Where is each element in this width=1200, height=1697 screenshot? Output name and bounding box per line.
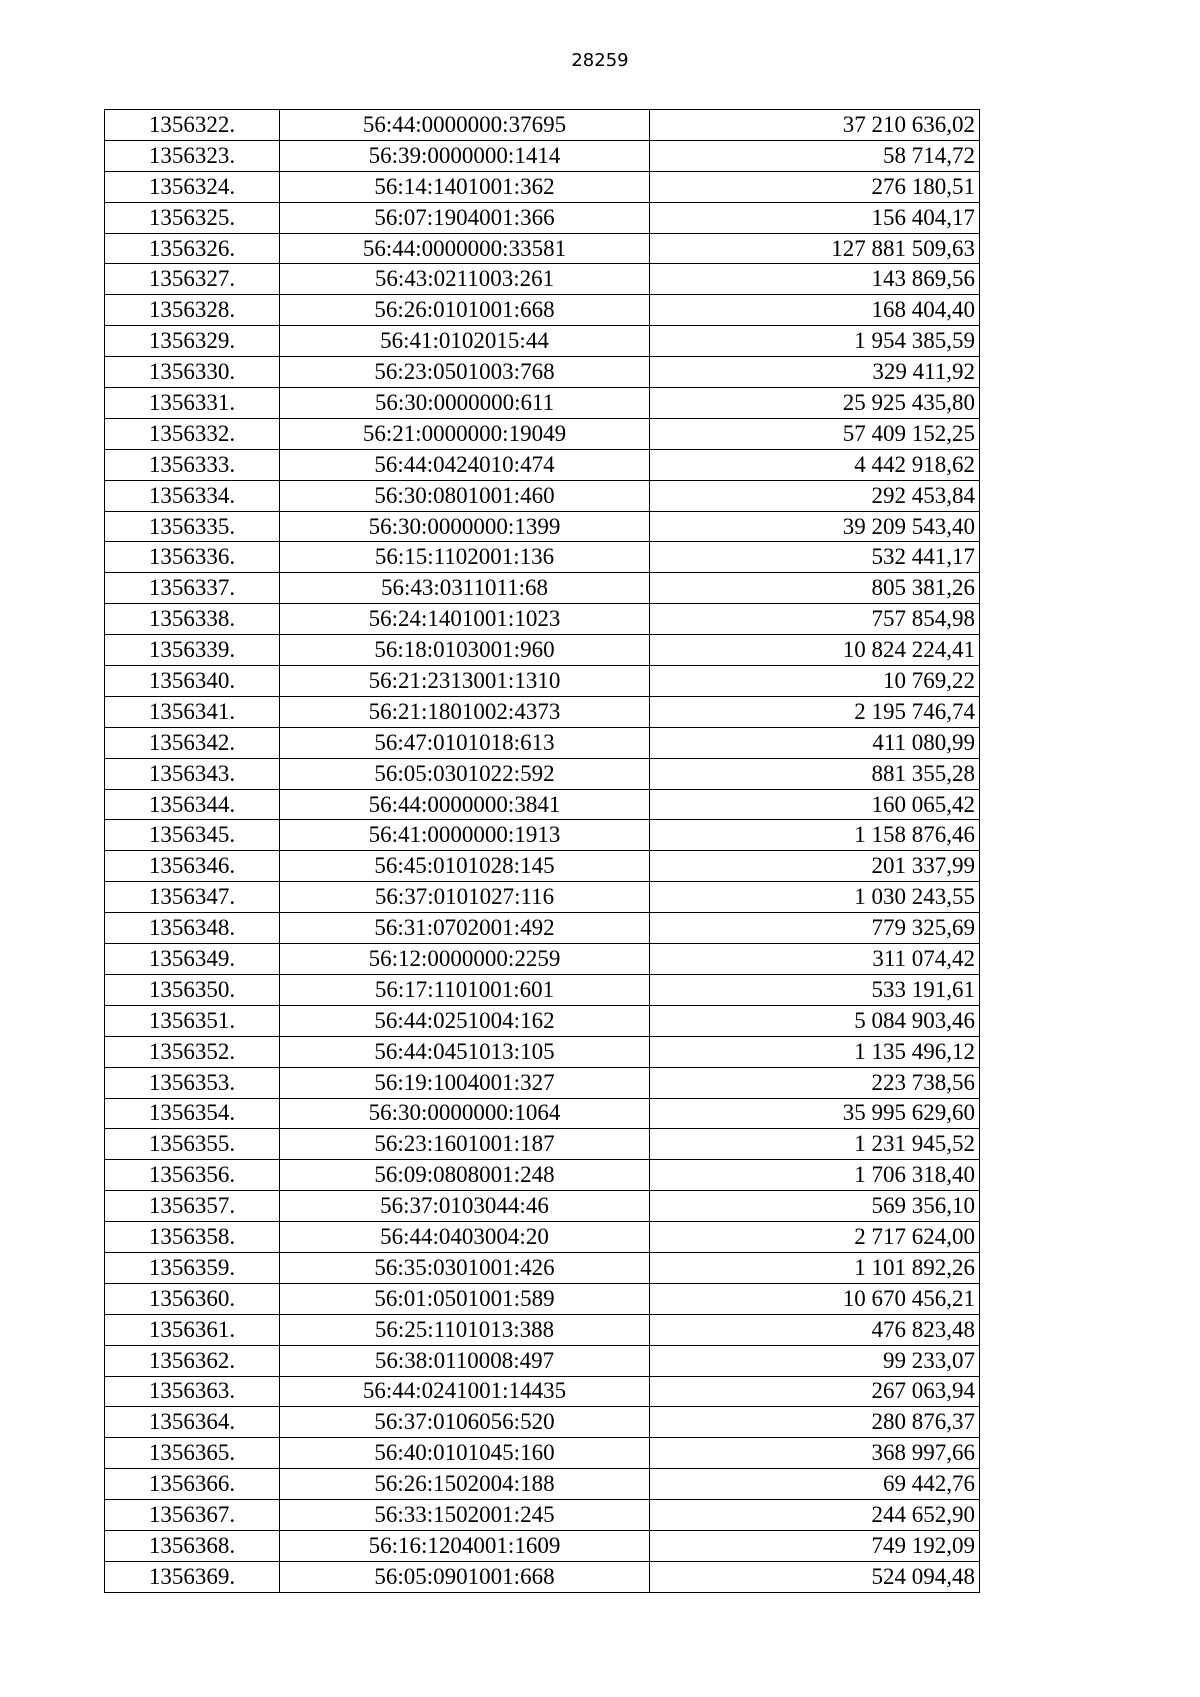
cadastral-value-cell: 127 881 509,63 — [650, 233, 980, 264]
cadastral-value-cell: 69 442,76 — [650, 1469, 980, 1500]
table-row — [105, 1222, 980, 1253]
cadastral-value-cell: 267 063,94 — [650, 1376, 980, 1407]
table-row — [105, 1036, 980, 1067]
cadastral-value-cell: 10 769,22 — [650, 666, 980, 697]
cadastral-value-cell: 37 210 636,02 — [650, 110, 980, 141]
cadastral-value-cell: 201 337,99 — [650, 851, 980, 882]
cadastral-number-cell: 56:44:0000000:37695 — [280, 110, 650, 141]
table-row — [105, 1283, 980, 1314]
table-row — [105, 511, 980, 542]
cadastral-number-cell: 56:21:0000000:19049 — [280, 418, 650, 449]
cadastral-value-cell: 5 084 903,46 — [650, 1005, 980, 1036]
cadastral-value-cell: 1 706 318,40 — [650, 1160, 980, 1191]
cadastral-value-cell: 4 442 918,62 — [650, 449, 980, 480]
cadastral-value-cell: 10 824 224,41 — [650, 635, 980, 666]
table-row — [105, 1469, 980, 1500]
table-row — [105, 295, 980, 326]
cadastral-number-cell: 56:45:0101028:145 — [280, 851, 650, 882]
cadastral-value-cell: 757 854,98 — [650, 604, 980, 635]
cadastral-value-cell: 156 404,17 — [650, 202, 980, 233]
cadastral-number-cell: 56:26:1502004:188 — [280, 1469, 650, 1500]
cadastral-value-cell: 39 209 543,40 — [650, 511, 980, 542]
cadastral-number-cell: 56:44:0241001:14435 — [280, 1376, 650, 1407]
cadastral-value-cell: 160 065,42 — [650, 789, 980, 820]
table-row — [105, 1561, 980, 1592]
row-number-cell: 1356337. — [105, 573, 280, 604]
row-number-cell: 1356340. — [105, 666, 280, 697]
cadastral-number-cell: 56:38:0110008:497 — [280, 1345, 650, 1376]
row-number-cell: 1356363. — [105, 1376, 280, 1407]
table-row — [105, 388, 980, 419]
cadastral-value-cell: 35 995 629,60 — [650, 1098, 980, 1129]
cadastral-number-cell: 56:44:0000000:33581 — [280, 233, 650, 264]
cadastral-number-cell: 56:41:0102015:44 — [280, 326, 650, 357]
row-number-cell: 1356369. — [105, 1561, 280, 1592]
cadastral-value-cell: 143 869,56 — [650, 264, 980, 295]
cadastral-value-cell: 1 135 496,12 — [650, 1036, 980, 1067]
row-number-cell: 1356351. — [105, 1005, 280, 1036]
row-number-cell: 1356323. — [105, 140, 280, 171]
row-number-cell: 1356324. — [105, 171, 280, 202]
cadastral-number-cell: 56:17:1101001:601 — [280, 974, 650, 1005]
cadastral-number-cell: 56:26:0101001:668 — [280, 295, 650, 326]
cadastral-number-cell: 56:05:0301022:592 — [280, 758, 650, 789]
cadastral-number-cell: 56:44:0403004:20 — [280, 1222, 650, 1253]
cadastral-value-cell: 476 823,48 — [650, 1314, 980, 1345]
cadastral-value-cell: 1 030 243,55 — [650, 882, 980, 913]
cadastral-value-cell: 533 191,61 — [650, 974, 980, 1005]
table-row — [105, 1067, 980, 1098]
cadastral-value-cell: 311 074,42 — [650, 944, 980, 975]
cadastral-number-cell: 56:21:2313001:1310 — [280, 666, 650, 697]
table-row — [105, 851, 980, 882]
row-number-cell: 1356362. — [105, 1345, 280, 1376]
table-row — [105, 696, 980, 727]
table-row — [105, 264, 980, 295]
row-number-cell: 1356334. — [105, 480, 280, 511]
row-number-cell: 1356342. — [105, 727, 280, 758]
table-row — [105, 573, 980, 604]
table-row — [105, 542, 980, 573]
cadastral-number-cell: 56:01:0501001:589 — [280, 1283, 650, 1314]
table-row — [105, 140, 980, 171]
table-row — [105, 1376, 980, 1407]
cadastral-value-cell: 292 453,84 — [650, 480, 980, 511]
table-row — [105, 326, 980, 357]
table-row — [105, 727, 980, 758]
table-row — [105, 480, 980, 511]
row-number-cell: 1356322. — [105, 110, 280, 141]
table-row — [105, 635, 980, 666]
row-number-cell: 1356344. — [105, 789, 280, 820]
cadastral-value-cell: 569 356,10 — [650, 1191, 980, 1222]
cadastral-value-cell: 58 714,72 — [650, 140, 980, 171]
cadastral-value-cell: 244 652,90 — [650, 1500, 980, 1531]
table-row — [105, 418, 980, 449]
cadastral-value-cell: 2 717 624,00 — [650, 1222, 980, 1253]
cadastral-value-cell: 276 180,51 — [650, 171, 980, 202]
cadastral-number-cell: 56:43:0311011:68 — [280, 573, 650, 604]
cadastral-value-cell: 2 195 746,74 — [650, 696, 980, 727]
row-number-cell: 1356329. — [105, 326, 280, 357]
table-row — [105, 233, 980, 264]
cadastral-number-cell: 56:44:0451013:105 — [280, 1036, 650, 1067]
row-number-cell: 1356328. — [105, 295, 280, 326]
cadastral-number-cell: 56:09:0808001:248 — [280, 1160, 650, 1191]
table-row — [105, 1500, 980, 1531]
table-row — [105, 974, 980, 1005]
row-number-cell: 1356355. — [105, 1129, 280, 1160]
row-number-cell: 1356358. — [105, 1222, 280, 1253]
cadastral-value-cell: 368 997,66 — [650, 1438, 980, 1469]
cadastral-number-cell: 56:16:1204001:1609 — [280, 1530, 650, 1561]
table-row — [105, 357, 980, 388]
cadastral-number-cell: 56:47:0101018:613 — [280, 727, 650, 758]
row-number-cell: 1356338. — [105, 604, 280, 635]
table-row — [105, 944, 980, 975]
cadastral-value-cell: 1 158 876,46 — [650, 820, 980, 851]
cadastral-value-cell: 329 411,92 — [650, 357, 980, 388]
table-row — [105, 110, 980, 141]
cadastral-number-cell: 56:15:1102001:136 — [280, 542, 650, 573]
cadastral-number-cell: 56:44:0424010:474 — [280, 449, 650, 480]
cadastral-number-cell: 56:25:1101013:388 — [280, 1314, 650, 1345]
row-number-cell: 1356326. — [105, 233, 280, 264]
cadastral-number-cell: 56:30:0000000:1399 — [280, 511, 650, 542]
row-number-cell: 1356327. — [105, 264, 280, 295]
row-number-cell: 1356354. — [105, 1098, 280, 1129]
cadastral-number-cell: 56:37:0101027:116 — [280, 882, 650, 913]
row-number-cell: 1356335. — [105, 511, 280, 542]
cadastral-number-cell: 56:44:0251004:162 — [280, 1005, 650, 1036]
cadastral-number-cell: 56:35:0301001:426 — [280, 1252, 650, 1283]
cadastral-value-cell: 881 355,28 — [650, 758, 980, 789]
row-number-cell: 1356350. — [105, 974, 280, 1005]
table-row — [105, 1345, 980, 1376]
table-row — [105, 913, 980, 944]
cadastral-number-cell: 56:24:1401001:1023 — [280, 604, 650, 635]
table-row — [105, 820, 980, 851]
table-row — [105, 1005, 980, 1036]
cadastral-value-cell: 411 080,99 — [650, 727, 980, 758]
cadastral-value-cell: 280 876,37 — [650, 1407, 980, 1438]
row-number-cell: 1356339. — [105, 635, 280, 666]
cadastral-value-cell: 10 670 456,21 — [650, 1283, 980, 1314]
cadastral-value-cell: 1 231 945,52 — [650, 1129, 980, 1160]
table-row — [105, 882, 980, 913]
row-number-cell: 1356330. — [105, 357, 280, 388]
row-number-cell: 1356353. — [105, 1067, 280, 1098]
table-row — [105, 1191, 980, 1222]
cadastral-number-cell: 56:05:0901001:668 — [280, 1561, 650, 1592]
cadastral-number-cell: 56:31:0702001:492 — [280, 913, 650, 944]
table-row — [105, 758, 980, 789]
cadastral-value-table — [104, 109, 980, 1593]
row-number-cell: 1356336. — [105, 542, 280, 573]
table-row — [105, 1252, 980, 1283]
cadastral-number-cell: 56:14:1401001:362 — [280, 171, 650, 202]
cadastral-value-cell: 168 404,40 — [650, 295, 980, 326]
row-number-cell: 1356343. — [105, 758, 280, 789]
cadastral-number-cell: 56:23:0501003:768 — [280, 357, 650, 388]
row-number-cell: 1356366. — [105, 1469, 280, 1500]
row-number-cell: 1356331. — [105, 388, 280, 419]
cadastral-number-cell: 56:18:0103001:960 — [280, 635, 650, 666]
row-number-cell: 1356352. — [105, 1036, 280, 1067]
cadastral-value-cell: 805 381,26 — [650, 573, 980, 604]
cadastral-number-cell: 56:43:0211003:261 — [280, 264, 650, 295]
row-number-cell: 1356333. — [105, 449, 280, 480]
cadastral-number-cell: 56:30:0000000:611 — [280, 388, 650, 419]
row-number-cell: 1356345. — [105, 820, 280, 851]
row-number-cell: 1356332. — [105, 418, 280, 449]
cadastral-number-cell: 56:12:0000000:2259 — [280, 944, 650, 975]
row-number-cell: 1356347. — [105, 882, 280, 913]
row-number-cell: 1356349. — [105, 944, 280, 975]
table-row — [105, 1407, 980, 1438]
cadastral-value-cell: 1 954 385,59 — [650, 326, 980, 357]
cadastral-number-cell: 56:39:0000000:1414 — [280, 140, 650, 171]
table-row — [105, 1438, 980, 1469]
cadastral-value-cell: 532 441,17 — [650, 542, 980, 573]
cadastral-number-cell: 56:37:0103044:46 — [280, 1191, 650, 1222]
row-number-cell: 1356365. — [105, 1438, 280, 1469]
row-number-cell: 1356348. — [105, 913, 280, 944]
cadastral-value-cell: 25 925 435,80 — [650, 388, 980, 419]
cadastral-number-cell: 56:30:0801001:460 — [280, 480, 650, 511]
row-number-cell: 1356359. — [105, 1252, 280, 1283]
table-row — [105, 1129, 980, 1160]
row-number-cell: 1356361. — [105, 1314, 280, 1345]
table-row — [105, 202, 980, 233]
cadastral-number-cell: 56:44:0000000:3841 — [280, 789, 650, 820]
cadastral-number-cell: 56:30:0000000:1064 — [280, 1098, 650, 1129]
cadastral-value-cell: 749 192,09 — [650, 1530, 980, 1561]
row-number-cell: 1356346. — [105, 851, 280, 882]
row-number-cell: 1356360. — [105, 1283, 280, 1314]
cadastral-value-cell: 57 409 152,25 — [650, 418, 980, 449]
table-row — [105, 666, 980, 697]
page-number: 28259 — [571, 50, 629, 71]
cadastral-value-cell: 99 233,07 — [650, 1345, 980, 1376]
cadastral-number-cell: 56:40:0101045:160 — [280, 1438, 650, 1469]
cadastral-value-cell: 779 325,69 — [650, 913, 980, 944]
cadastral-number-cell: 56:23:1601001:187 — [280, 1129, 650, 1160]
cadastral-value-cell: 223 738,56 — [650, 1067, 980, 1098]
row-number-cell: 1356325. — [105, 202, 280, 233]
table-row — [105, 789, 980, 820]
table-row — [105, 1098, 980, 1129]
cadastral-value-cell: 524 094,48 — [650, 1561, 980, 1592]
table-row — [105, 604, 980, 635]
row-number-cell: 1356367. — [105, 1500, 280, 1531]
table-row — [105, 1314, 980, 1345]
row-number-cell: 1356341. — [105, 696, 280, 727]
cadastral-number-cell: 56:37:0106056:520 — [280, 1407, 650, 1438]
cadastral-number-cell: 56:33:1502001:245 — [280, 1500, 650, 1531]
cadastral-number-cell: 56:07:1904001:366 — [280, 202, 650, 233]
row-number-cell: 1356364. — [105, 1407, 280, 1438]
cadastral-number-cell: 56:19:1004001:327 — [280, 1067, 650, 1098]
table-row — [105, 171, 980, 202]
cadastral-number-cell: 56:41:0000000:1913 — [280, 820, 650, 851]
table-row — [105, 1530, 980, 1561]
row-number-cell: 1356368. — [105, 1530, 280, 1561]
cadastral-value-cell: 1 101 892,26 — [650, 1252, 980, 1283]
table-row — [105, 1160, 980, 1191]
table-row — [105, 449, 980, 480]
table-body — [105, 110, 980, 1593]
row-number-cell: 1356357. — [105, 1191, 280, 1222]
cadastral-number-cell: 56:21:1801002:4373 — [280, 696, 650, 727]
row-number-cell: 1356356. — [105, 1160, 280, 1191]
